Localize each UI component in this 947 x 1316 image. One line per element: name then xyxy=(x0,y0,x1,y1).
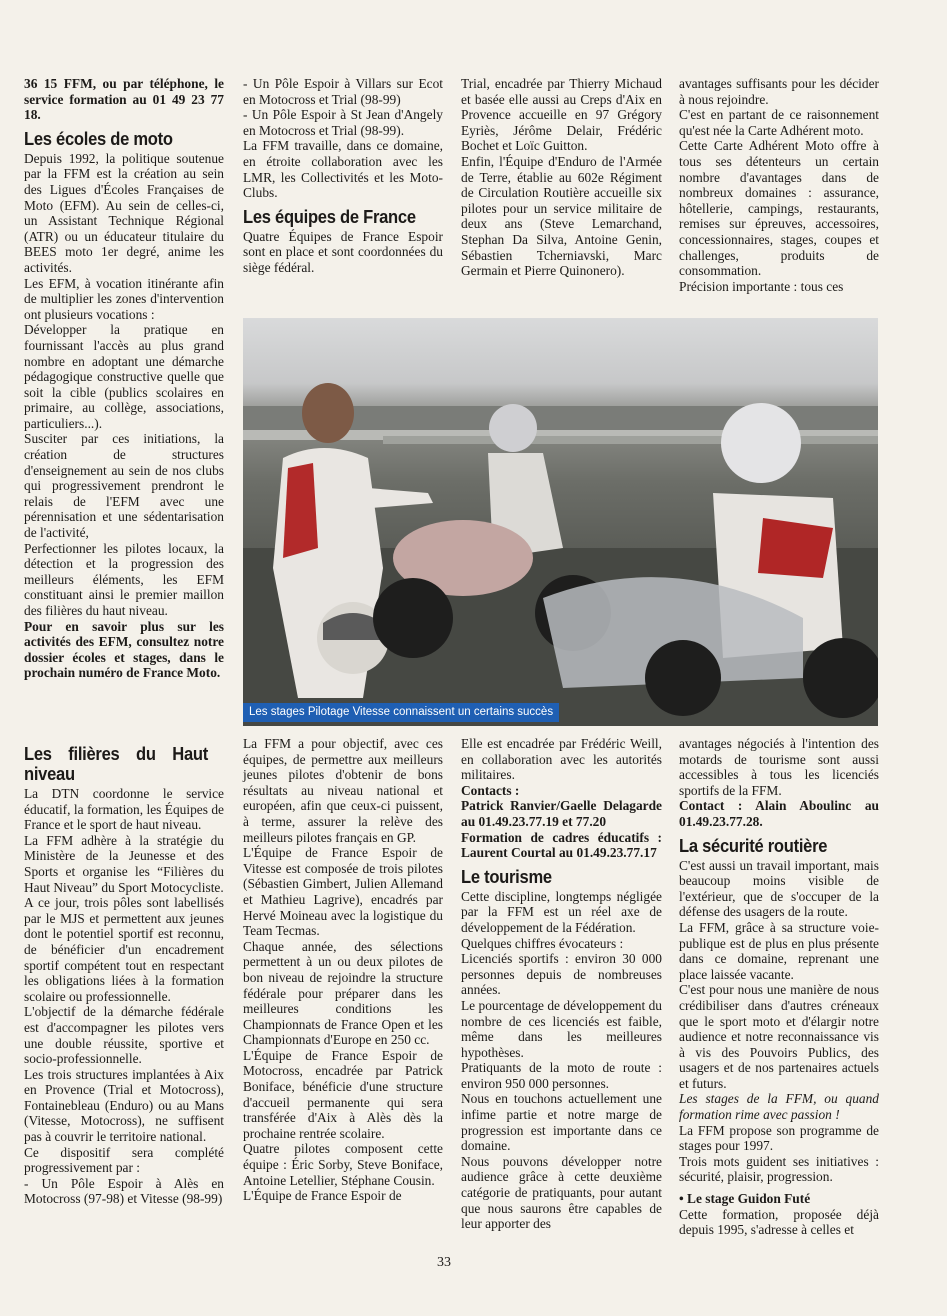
paragraph: Susciter par ces initiations, la création de structures d'enseignement au sein de nos clubs qui progressivement prendront le relais de l'EFM avec une pérennisation et une sédentarisation de l'activité, xyxy=(24,431,224,541)
paragraph: Cette discipline, longtemps négligée par la FFM est un réel axe de développement de la Fédération. xyxy=(461,888,662,935)
paragraph: Développer la pratique en fournissant l'accès au plus grand nombre en adoptant une démarche pédagogique constructive quelle que soit la cible (publics scolaires en primaire, au collège, associations, particuliers...). xyxy=(24,322,224,431)
paragraph: Cette Carte Adhérent Moto offre à tous ses détenteurs un certain nombre d'avantages dans de nombreux domaines : assurance, hôtellerie, campings, restaurants, remises sur épreuves, accessoires, concessionnaires, stages, coupes et challenges, produits de consommation. xyxy=(679,138,879,279)
column-3-bottom xyxy=(461,736,662,1232)
photo-caption: Les stages Pilotage Vitesse connaissent un certains succès xyxy=(243,703,559,722)
heading-equipes: Les équipes de France xyxy=(243,206,416,227)
paragraph: La FFM travaille, dans ce domaine, en étroite collaboration avec les LMR, les Collectivités et les Moto-Clubs. xyxy=(243,138,443,201)
paragraph: Depuis 1992, la politique soutenue par la FFM est la création au sein des Ligues d'Écoles Françaises de Moto (EFM). Au sein de celles-ci, un Assistant Technique Régional (ATR) ou un éducateur titulaire du BEES moto 1er degré, anime les activités. xyxy=(24,150,224,275)
column-1-bottom xyxy=(24,738,224,1207)
paragraph: Licenciés sportifs : environ 30 000 personnes depuis de nombreuses années. xyxy=(461,951,662,998)
heading-securite: La sécurité routière xyxy=(679,835,828,856)
paragraph: - Un Pôle Espoir à Villars sur Ecot en Motocross et Trial (98-99) xyxy=(243,76,443,107)
contact-line: Contact : Alain Aboulinc au 01.49.23.77.28. xyxy=(679,798,879,829)
motorcycle-photo xyxy=(243,318,878,726)
paragraph: L'Équipe de France Espoir de Vitesse est composée de trois pilotes (Sébastien Gimbert, Julien Allemand et Mathieu Lagrive), encadrés par Hervé Moineau avec la logistique du Team Tecmas. xyxy=(243,845,443,939)
paragraph: Perfectionner les pilotes locaux, la détection et la progression des meilleurs éléments, les EFM constituant ainsi le premier maillon des filières du haut niveau. xyxy=(24,540,224,618)
heading-ecoles: Les écoles de moto xyxy=(24,128,173,149)
paragraph: avantages négociés à l'intention des motards de tourisme sont aussi accessibles à tous les licenciés sportifs de la FFM. xyxy=(679,736,879,798)
column-3-top xyxy=(461,76,662,279)
column-4-top xyxy=(679,76,879,294)
paragraph: L'objectif de la démarche fédérale est d'accompagner les pilotes vers une double réussite, sportive et socio-professionnelle. xyxy=(24,1004,224,1067)
column-4-bottom xyxy=(679,736,879,1238)
paragraph: La FFM, grâce à sa structure voie-publique est de plus en plus présente dans ce domaine, reprenant une place laissée vacante. xyxy=(679,919,879,982)
paragraph: Ce dispositif sera complété progressivement par : xyxy=(24,1144,224,1176)
paragraph-italic: Les stages de la FFM, ou quand formation rime avec passion ! xyxy=(679,1091,879,1123)
contact-line: Formation de cadres éducatifs : Laurent Courtal au 01.49.23.77.17 xyxy=(461,829,662,861)
paragraph: Chaque année, des sélections permettent à un ou deux pilotes de bon niveau de rejoindre la structure fédérale pour préparer dans les meilleures conditions les Championnats de France Open et les Championnats d'Europe en 250 cc. xyxy=(243,938,443,1048)
paragraph: Les EFM, à vocation itinérante afin de multiplier les zones d'intervention ont plusieurs vocations : xyxy=(24,275,224,322)
paragraph: Précision importante : tous ces xyxy=(679,278,844,294)
paragraph: Les trois structures implantées à Aix en Provence (Trial et Motocross), Fontainebleau (Enduro) ou au Mans (Vitesse, Motocross), ne suffisent pas à couvrir le territoire national. xyxy=(24,1066,224,1145)
paragraph: La FFM propose son programme de stages pour 1997. xyxy=(679,1122,879,1154)
paragraph: avantages suffisants pour les décider à nous rejoindre. xyxy=(679,76,879,107)
paragraph: L'Équipe de France Espoir de Motocross, encadrée par Patrick Boniface, bénéficie d'une structure d'accueil permanente qui sera transférée d'Aix à Alès dès la prochaine rentrée scolaire. xyxy=(243,1047,443,1141)
paragraph-bold: Pour en savoir plus sur les activités des EFM, consultez notre dossier écoles et stages, dans le prochain numéro de France Moto. xyxy=(24,618,224,681)
stage-title: • Le stage Guidon Futé xyxy=(679,1191,811,1207)
paragraph: Cette formation, proposée déjà depuis 1995, s'adresse à celles et xyxy=(679,1206,879,1238)
paragraph: Trois mots guident ses initiatives : sécurité, plaisir, progression. xyxy=(679,1153,879,1185)
paragraph: La FFM a pour objectif, avec ces équipes, de permettre aux meilleurs jeunes pilotes d'obtenir de bons résultats au niveau national et européen, afin que ceux-ci puissent, à terme, assurer la relève des meilleurs pilotes français en GP. xyxy=(243,736,443,845)
paragraph: C'est pour nous une manière de nous crédibiliser dans d'autres créneaux que le sport moto et d'élargir notre audience et notre reconnaissance vis à vis des Pouvoirs Publics, des usagers et de nos partenaires actuels et futurs. xyxy=(679,982,879,1091)
heading-tourisme: Le tourisme xyxy=(461,866,552,887)
paragraph: - Un Pôle Espoir à St Jean d'Angely en Motocross et Trial (98-99). xyxy=(243,107,443,138)
column-2-bottom xyxy=(243,736,443,1204)
paragraph: Enfin, l'Équipe d'Enduro de l'Armée de Terre, établie au 602e Régiment de Circulation Routière accueille six pilotes pour un service militaire de deux ans (Steve Lemarchand, Stephan Da Silva, Antoine Genin, Sébastien Tcherniavski, Marc Germain et Pierre Quinonero). xyxy=(461,153,662,279)
contact-line: Patrick Ranvier/Gaelle Delagarde au 01.49.23.77.19 et 77.20 xyxy=(461,798,662,829)
paragraph: Quatre Équipes de France Espoir sont en place et sont coordonnées du siège fédéral. xyxy=(243,228,443,275)
paragraph: Nous en touchons actuellement une infime partie et notre marge de progression est importante dans ce domaine. xyxy=(461,1091,662,1154)
contacts-label: Contacts : xyxy=(461,782,520,798)
paragraph: - Un Pôle Espoir à Alès en Motocross (97-98) et Vitesse (98-99) xyxy=(24,1175,224,1207)
page-number: 33 xyxy=(437,1255,451,1270)
paragraph: La FFM adhère à la stratégie du Ministère de la Jeunesse et des Sports et organise les “Filières du Haut Niveau” du Sport Motocycliste. xyxy=(24,832,224,895)
paragraph: Trial, encadrée par Thierry Michaud et basée elle aussi au Creps d'Aix en Provence accueille en 97 Grégory Eyriès, Jérôme Delair, Frédéric Bochet et Loïc Guitton. xyxy=(461,76,662,154)
paragraph: Quelques chiffres évocateurs : xyxy=(461,935,624,951)
paragraph: La DTN coordonne le service éducatif, la formation, les Équipes de France et le sport de haut niveau. xyxy=(24,786,224,833)
paragraph: Le pourcentage de développement du nombre de ces licenciés est faible, même dans les meilleures hypothèses. xyxy=(461,997,662,1060)
paragraph: Elle est encadrée par Frédéric Weill, en collaboration avec les autorités militaires. xyxy=(461,736,662,783)
paragraph: Pratiquants de la moto de route : environ 950 000 personnes. xyxy=(461,1060,662,1091)
column-2-top xyxy=(243,76,443,276)
intro-contact: 36 15 FFM, ou par téléphone, le service formation au 01 49 23 77 18. xyxy=(24,76,224,123)
paragraph: Quatre pilotes composent cette équipe : Éric Sorby, Steve Boniface, Antoine Letellier, Stéphane Cousin. xyxy=(243,1141,443,1188)
paragraph: C'est en partant de ce raisonnement qu'est née la Carte Adhérent moto. xyxy=(679,107,879,138)
paragraph: C'est aussi un travail important, mais beaucoup moins visible de l'extérieur, que de s'occuper de la défense des usagers de la route. xyxy=(679,857,879,920)
paragraph: L'Équipe de France Espoir de xyxy=(243,1188,402,1204)
paragraph: Nous pouvons développer notre audience grâce à cette deuxième catégorie de pratiquants, pour autant que nous saurons être capables de leur apporter des xyxy=(461,1153,662,1232)
column-1-top xyxy=(24,76,224,681)
riders-illustration xyxy=(243,318,878,726)
paragraph: A ce jour, trois pôles sont labellisés par le MJS et permettent aux jeunes dont le potentiel sportif est reconnu, de bénéficier d'un encadrement sportif compétent tout en respectant les obligations liées à la formation scolaire ou professionnelle. xyxy=(24,895,224,1004)
heading-filieres: Les filières du Haut niveau xyxy=(24,744,208,784)
